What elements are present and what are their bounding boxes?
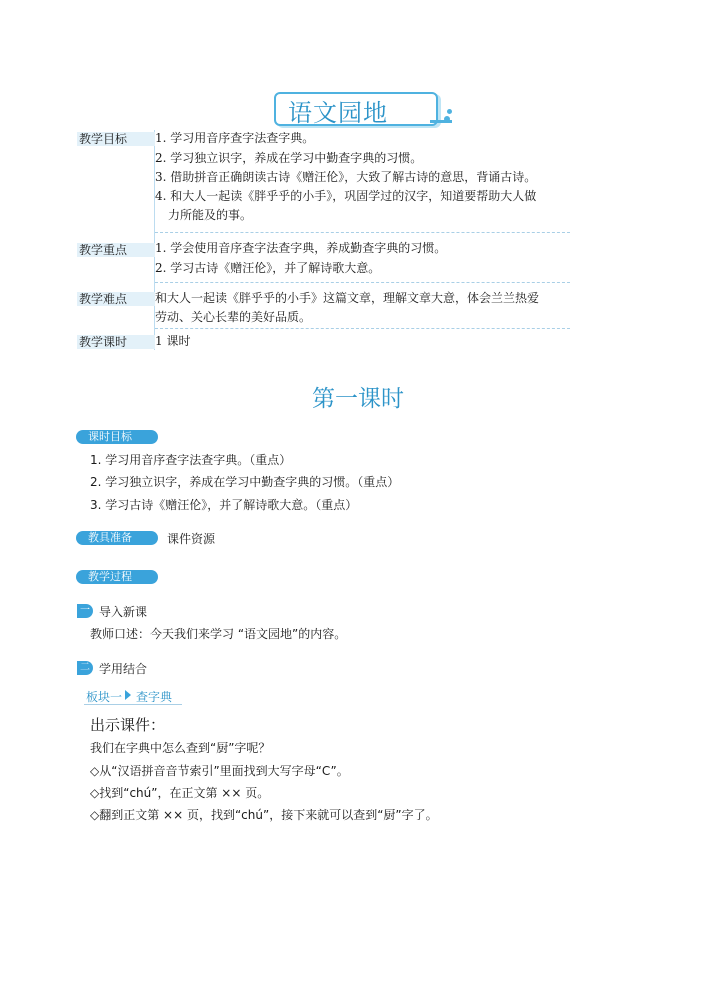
label-difficulties: 教学难点 (77, 292, 155, 306)
section-title: 学用结合 (99, 662, 148, 676)
step-item: ◇从“汉语拼音音节索引”里面找到大写字母“C”。 (90, 764, 349, 778)
goal-line: 1. 学习用音序查字法查字典。 (155, 131, 315, 145)
teaching-aids-value: 课件资源 (167, 532, 216, 546)
block-title: 查字典 (136, 690, 173, 704)
goal-line: 3. 借助拼音正确朗读古诗《赠汪伦》，大致了解古诗的意思，背诵古诗。 (155, 170, 537, 184)
step-item: ◇翻到正文第 ×× 页，找到“chú”，接下来就可以查到“厨”字了。 (90, 808, 438, 822)
goal-line: 4. 和大人一起读《胖乎乎的小手》，巩固学过的汉字，知道要帮助大人做 (155, 189, 537, 203)
row-divider (155, 232, 570, 233)
page-title: 语文园地 (288, 99, 388, 127)
question-text: 我们在字典中怎么查到“厨”字呢？ (90, 741, 271, 755)
section-text: 教师口述：今天我们来学习 “语文园地”的内容。 (90, 627, 347, 641)
difficulty-line: 和大人一起读《胖乎乎的小手》这篇文章，理解文章大意，体会兰兰热爱 (155, 291, 540, 305)
label-teaching-goals: 教学目标 (77, 132, 155, 146)
difficulty-line: 劳动、关心长辈的美好品质。 (155, 310, 312, 324)
lesson-goal-item: 3. 学习古诗《赠汪伦》，并了解诗歌大意。（重点） (90, 498, 358, 512)
show-courseware: 出示课件： (90, 716, 166, 734)
decor-dot (447, 109, 452, 114)
lesson-goal-item: 1. 学习用音序查字法查字典。（重点） (90, 453, 292, 467)
section-number: 一 (77, 604, 93, 618)
step-item: ◇找到“chú”，在正文第 ×× 页。 (90, 786, 270, 800)
block-underline (84, 704, 182, 705)
section-title: 导入新课 (99, 605, 148, 619)
label-class-hours: 教学课时 (77, 335, 155, 349)
row-divider (155, 328, 570, 329)
decor-dot (444, 116, 450, 122)
label-key-points: 教学重点 (77, 243, 155, 257)
tag-teaching-aids: 教具准备 (76, 531, 158, 545)
tag-teaching-process: 教学过程 (76, 570, 158, 584)
lesson-title: 第一课时 (312, 386, 404, 412)
key-point-line: 1. 学会使用音序查字法查字典，养成勤查字典的习惯。 (155, 241, 447, 255)
lesson-goal-item: 2. 学习独立识字，养成在学习中勤查字典的习惯。（重点） (90, 475, 400, 489)
arrow-icon (125, 690, 131, 700)
row-divider (155, 282, 570, 283)
section-number: 二 (77, 661, 93, 675)
goal-line: 力所能及的事。 (168, 208, 253, 222)
tag-lesson-goals: 课时目标 (76, 430, 158, 444)
goal-line: 2. 学习独立识字，养成在学习中勤查字典的习惯。 (155, 151, 423, 165)
key-point-line: 2. 学习古诗《赠汪伦》，并了解诗歌大意。 (155, 261, 381, 275)
block-label: 板块一 (86, 690, 123, 704)
class-hours-value: 1 课时 (155, 334, 191, 348)
